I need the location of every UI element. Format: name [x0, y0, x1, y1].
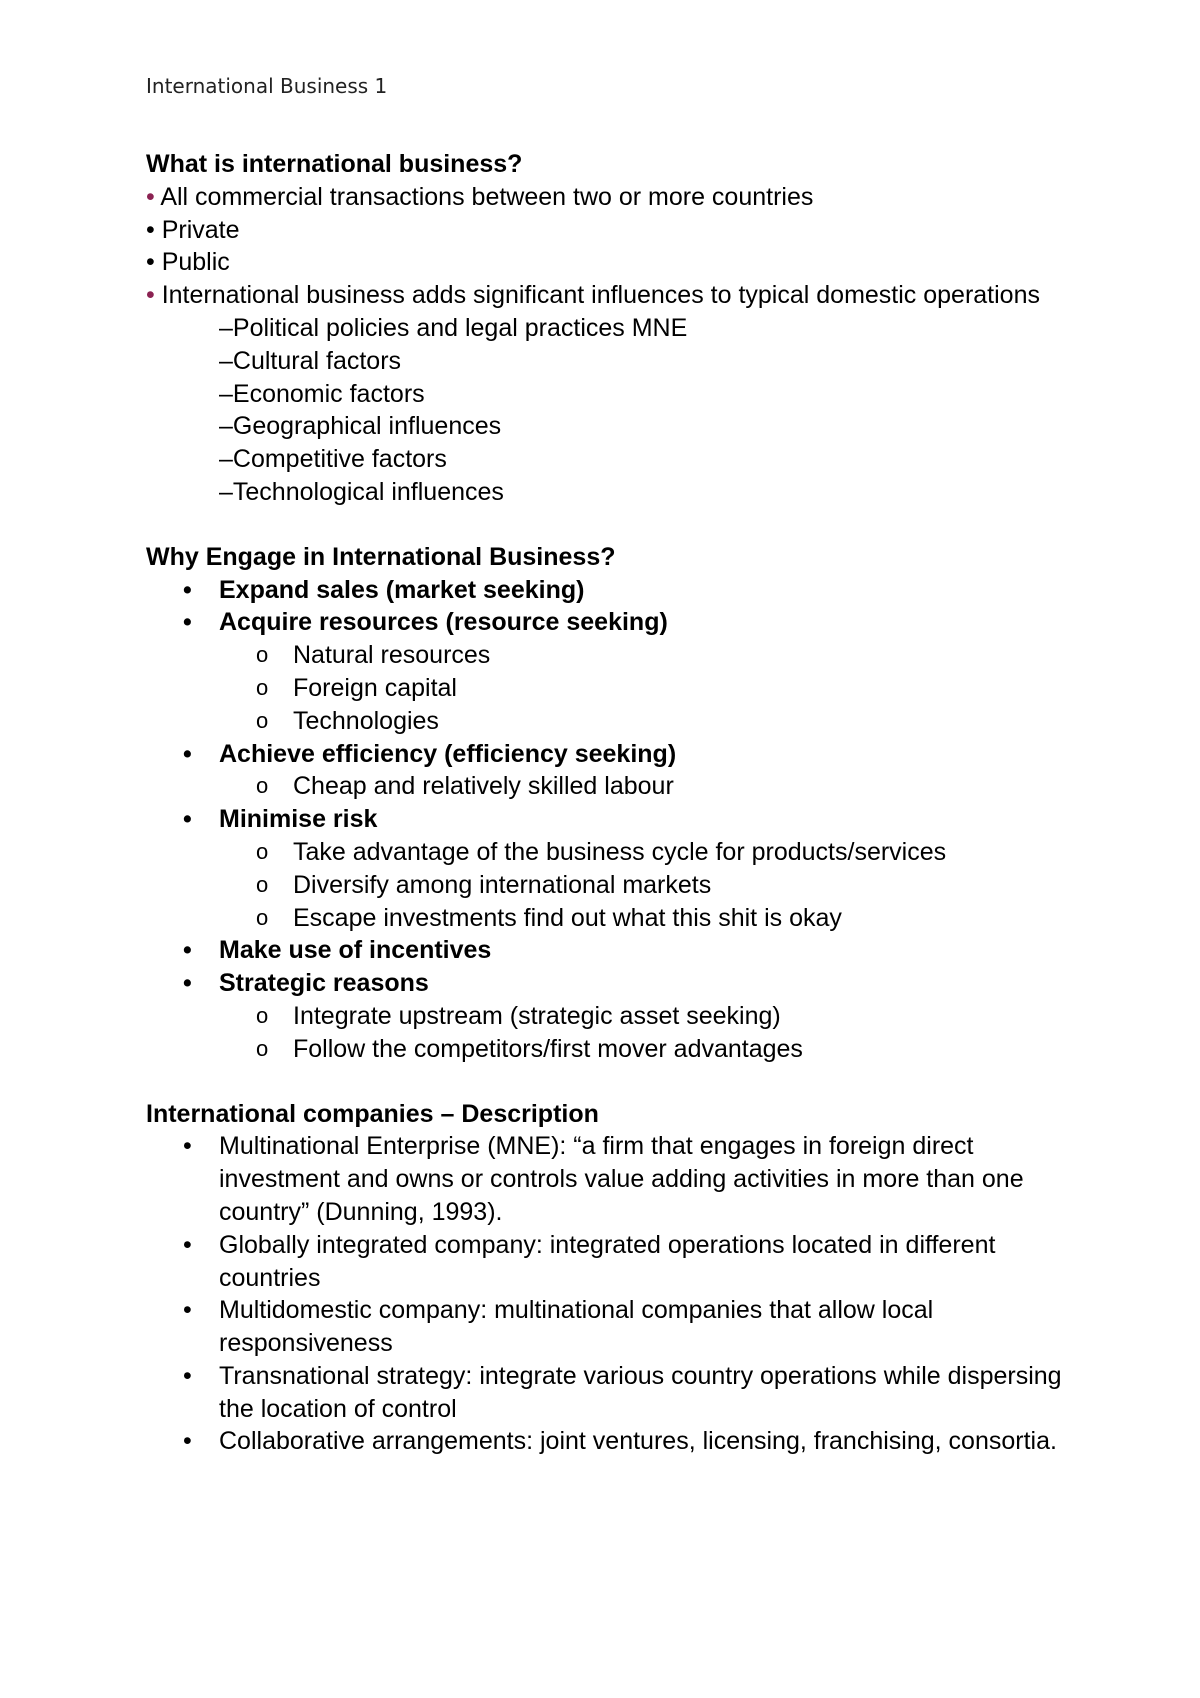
sub-list-item-text: Follow the competitors/first mover advantages	[293, 1034, 803, 1063]
sub-list-item-text: Integrate upstream (strategic asset seeking)	[293, 1001, 781, 1030]
dash-list-item: –Geographical influences	[219, 412, 502, 441]
bullet-dot-icon: •	[146, 281, 162, 310]
dash-list-item: –Competitive factors	[219, 445, 447, 474]
list-item	[146, 1425, 1086, 1458]
sub-list-item	[146, 1000, 1086, 1033]
list-item	[146, 246, 1086, 279]
list-item	[146, 1130, 1086, 1228]
list-item-text: Multidomestic company: multinational companies that allow local responsiveness	[219, 1296, 934, 1358]
list-item-text: Public	[161, 248, 230, 277]
circle-bullet-icon: o	[256, 838, 269, 864]
list-item	[146, 738, 1086, 771]
bullet-dot-icon: •	[183, 575, 192, 604]
bullet-dot-icon: •	[183, 1427, 192, 1456]
list-item	[146, 967, 1086, 1000]
list-item-text: Acquire resources (resource seeking)	[219, 608, 668, 637]
list-item	[146, 279, 1086, 312]
sub-list-item	[146, 770, 1086, 803]
sub-list-item	[146, 869, 1086, 902]
circle-bullet-icon: o	[256, 1002, 269, 1028]
bullet-dot-icon: •	[183, 969, 192, 998]
circle-bullet-icon: o	[256, 904, 269, 930]
list-item-text: International business adds significant influences to typical domestic operations	[161, 281, 1040, 310]
sub-list-item	[146, 836, 1086, 869]
bullet-dot-icon: •	[183, 936, 192, 965]
sub-list-item-text: Diversify among international markets	[293, 870, 712, 899]
list-item	[146, 214, 1086, 247]
sub-list-item	[146, 639, 1086, 672]
dash-list-item: –Cultural factors	[219, 346, 402, 375]
list-item	[146, 181, 1086, 214]
list-item-text: Globally integrated company: integrated operations located in different countries	[219, 1230, 996, 1292]
bullet-dot-icon: •	[183, 608, 192, 637]
sub-list-item-text: Technologies	[293, 706, 439, 735]
bullet-dot-icon: •	[183, 805, 192, 834]
sub-list-item-text: Escape investments find out what this shit is okay	[293, 903, 842, 932]
circle-bullet-icon: o	[256, 1035, 269, 1061]
circle-bullet-icon: o	[256, 707, 269, 733]
section1-bullets	[146, 181, 1086, 312]
dash-list-item: –Economic factors	[219, 379, 425, 408]
list-item	[146, 1360, 1086, 1426]
list-item	[146, 1294, 1086, 1360]
section-heading: What is international business?	[146, 150, 523, 178]
sub-list-item	[146, 705, 1086, 738]
list-item-text: Strategic reasons	[219, 969, 429, 998]
section1-dash-list	[146, 312, 1086, 509]
sub-list-item	[146, 1033, 1086, 1066]
list-item-text: Minimise risk	[219, 805, 378, 834]
list-item-text: Private	[161, 215, 240, 244]
section2-list	[146, 574, 1086, 1066]
bullet-dot-icon: •	[183, 1296, 192, 1325]
list-item	[146, 574, 1086, 607]
document-body	[146, 148, 1086, 1458]
circle-bullet-icon: o	[256, 642, 269, 668]
bullet-dot-icon: •	[183, 1230, 192, 1259]
sub-list-item-text: Take advantage of the business cycle for products/services	[293, 837, 947, 866]
bullet-dot-icon: •	[183, 1361, 192, 1390]
bullet-dot-icon: •	[183, 739, 192, 768]
sub-list-item	[146, 902, 1086, 935]
circle-bullet-icon: o	[256, 871, 269, 897]
sub-list-item-text: Cheap and relatively skilled labour	[293, 772, 674, 801]
page-header: International Business 1	[146, 74, 388, 98]
section-heading: Why Engage in International Business?	[146, 542, 616, 571]
bullet-dot-icon: •	[146, 215, 162, 244]
list-item-text: Multinational Enterprise (MNE): “a firm that engages in foreign direct investment and owns or controls value adding activities in more than one country” (Dunning, 1993).	[219, 1132, 1024, 1226]
bullet-dot-icon: •	[146, 248, 162, 277]
bullet-dot-icon: •	[183, 1132, 192, 1161]
sub-list-item-text: Foreign capital	[293, 673, 457, 702]
circle-bullet-icon: o	[256, 773, 269, 799]
list-item-text: Expand sales (market seeking)	[219, 575, 585, 604]
bullet-dot-icon: •	[146, 182, 161, 211]
section3-list	[146, 1130, 1086, 1458]
dash-list-item: –Political policies and legal practices MNE	[219, 313, 688, 342]
section-heading: International companies – Description	[146, 1099, 599, 1128]
sub-list-item	[146, 672, 1086, 705]
list-item	[146, 803, 1086, 836]
sub-list-item-text: Natural resources	[293, 641, 491, 670]
list-item-text: Make use of incentives	[219, 936, 492, 965]
list-item	[146, 606, 1086, 639]
list-item-text: All commercial transactions between two or more countries	[160, 182, 814, 211]
list-item	[146, 934, 1086, 967]
circle-bullet-icon: o	[256, 674, 269, 700]
list-item-text: Transnational strategy: integrate various country operations while dispersing the location of control	[219, 1361, 1062, 1423]
dash-list-item: –Technological influences	[219, 477, 504, 506]
list-item-text: Achieve efficiency (efficiency seeking)	[219, 739, 677, 768]
list-item	[146, 1229, 1086, 1295]
list-item-text: Collaborative arrangements: joint ventures, licensing, franchising, consortia.	[219, 1427, 1057, 1456]
